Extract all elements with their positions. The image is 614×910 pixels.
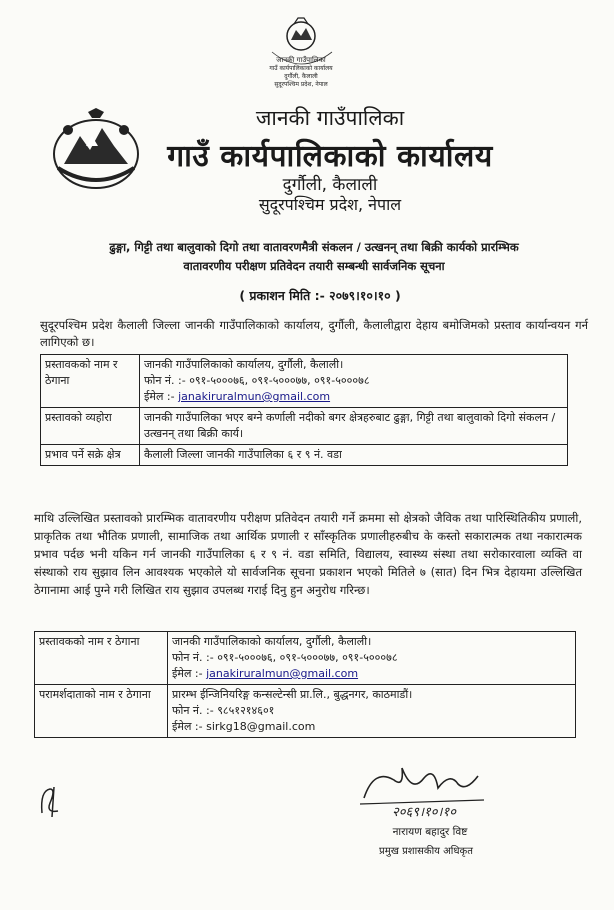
table-label: प्रभाव पर्ने सक्रे क्षेत्र (41, 445, 140, 466)
table-row (41, 445, 568, 466)
province-name: सुदूरपश्चिम प्रदेश, नेपाल (258, 195, 402, 214)
contact-table (34, 631, 576, 738)
seal-line-1: जानकी गाउँपालिका (276, 56, 326, 64)
table-label: प्रस्तावकको नाम र ठेगाना (35, 632, 168, 685)
proposer-email-link[interactable]: janakiruralmun@gmail.com (178, 390, 331, 403)
table-value (168, 685, 576, 738)
signatory-designation: प्रमुख प्रशासकीय अधिकृत (379, 846, 473, 857)
notice-subject (40, 238, 588, 276)
subject-line-2: वातावरणीय परीक्षण प्रतिवेदन तयारी सम्बन्धी सार्वजनिक सूचना (183, 259, 445, 273)
proposer-email-line (144, 389, 563, 405)
municipality-name: जानकी गाउँपालिका (255, 106, 405, 130)
consultant-phone: फोन नं. :- ९८५१२१४६०१ (172, 704, 275, 717)
handwritten-signature (354, 758, 494, 818)
subject-line-1: ढुङ्गा, गिट्टी तथा बालुवाको दिगो तथा वातावरणमैत्री संकलन / उत्खनन् तथा बिक्री कार्यको प्रारम्भिक (109, 240, 519, 254)
table-row (35, 632, 576, 685)
proposer-address: जानकी गाउँपालिकाको कार्यालय, दुर्गौली, कैलाली। (172, 635, 372, 648)
signature-date: २०६९।१०।१० (392, 805, 456, 818)
signatory-name: नारायण बहादुर विष्ट (392, 826, 468, 838)
office-location: दुर्गौली, कैलाली (282, 175, 378, 195)
table-row (41, 408, 568, 445)
proposer-phone: फोन नं. :- ०९१-५०००७६, ०९१-५०००७७, ०९१-५०००७८ (172, 651, 398, 664)
consultant-email-line (172, 719, 571, 735)
table-label: परामर्शदाताको नाम र ठेगाना (35, 685, 168, 738)
proposer-email-line (172, 666, 571, 682)
email-prefix: ईमेल :- (172, 667, 207, 680)
consultant-email[interactable]: sirkg18@gmail.com (206, 720, 316, 733)
office-name: गाउँ कार्यपालिकाको कार्यालय (167, 139, 493, 174)
table-value (140, 355, 568, 408)
body-paragraph: माथि उल्लिखित प्रस्तावको प्रारम्भिक वातावरणीय परीक्षण प्रतिवेदन तयारी गर्ने क्रममा सो क्षेत्रको जैविक तथा पारिस्थितिकीय प्रणाली, प्राकृतिक तथा भौतिक प्रणाली, सामाजिक तथा आर्थिक प्रणाली र साँस्कृतिक प्रणालीहरुबीच के कस्तो सकारात्मक तथा नकारात्मक प्रभाव पर्दछ भनी यकिन गर्न जानकी गाउँपालिका ६ र ९ नं. वडा समिति, विद्यालय, स्वास्थ्य संस्था तथा सरोकारवाला व्यक्ति वा संस्थाको राय सुझाव लिन आवश्यक भएकोले यो सार्वजनिक सूचना प्रकाशन भएको मितिले ७ (सात) दिन भित्र देहायमा उल्लिखित ठेगानामा आई पुग्ने गरी लिखित राय सुझाव उपलब्ध गराई दिनु हुन अनुरोध गरिन्छ। (34, 511, 582, 597)
publication-date: ( प्रकाशन मिति :- २०७९।१०।१० ) (239, 288, 401, 303)
table-row (35, 685, 576, 738)
proposal-details-table (40, 354, 568, 466)
table-value: कैलाली जिल्ला जानकी गाउँपालिका ६ र ९ नं. वडा (140, 445, 568, 466)
table-value (168, 632, 576, 685)
seal-line-4: सुदूरपश्चिम प्रदेश, नेपाल (274, 81, 328, 88)
table-row (41, 355, 568, 408)
email-prefix: ईमेल :- (144, 390, 179, 403)
intro-paragraph: सुदूरपश्चिम प्रदेश कैलाली जिल्ला जानकी गाउँपालिकाको कार्यालय, दुर्गौली, कैलालीद्वारा देहाय बमोजिमको प्रस्ताव कार्यान्वयन गर्न लागिएको छ। (40, 318, 588, 349)
proposer-address: जानकी गाउँपालिकाको कार्यालय, दुर्गौली, कैलाली। (144, 358, 344, 371)
office-seal (258, 6, 344, 92)
proposer-phone: फोन नं. :- ०९१-५०००७६, ०९१-५०००७७, ०९१-५०००७८ (144, 374, 370, 387)
nepal-emblem-icon (48, 106, 144, 192)
seal-line-3: दुर्गौली, कैलाली (284, 73, 318, 80)
table-value: जानकी गाउँपालिका भएर बग्ने कर्णाली नदीको बगर क्षेत्रहरुबाट ढुङ्गा, गिट्टी तथा बालुवाको दिगो संकलन / उत्खनन् तथा बिक्री कार्य। (140, 408, 568, 445)
initial-mark (36, 783, 66, 819)
proposer-email-link[interactable]: janakiruralmun@gmail.com (206, 667, 359, 680)
table-label: प्रस्तावको व्यहोरा (41, 408, 140, 445)
table-label: प्रस्तावकको नाम र ठेगाना (41, 355, 140, 408)
email-prefix: ईमेल :- (172, 720, 207, 733)
seal-line-2: गाउँ कार्यपालिकाको कार्यालय (269, 65, 333, 72)
consultant-address: प्रारम्भ ईन्जिनियरिङ्ग कन्सल्टेन्सी प्रा.लि., बुद्धनगर, काठमाडौं। (172, 688, 413, 701)
